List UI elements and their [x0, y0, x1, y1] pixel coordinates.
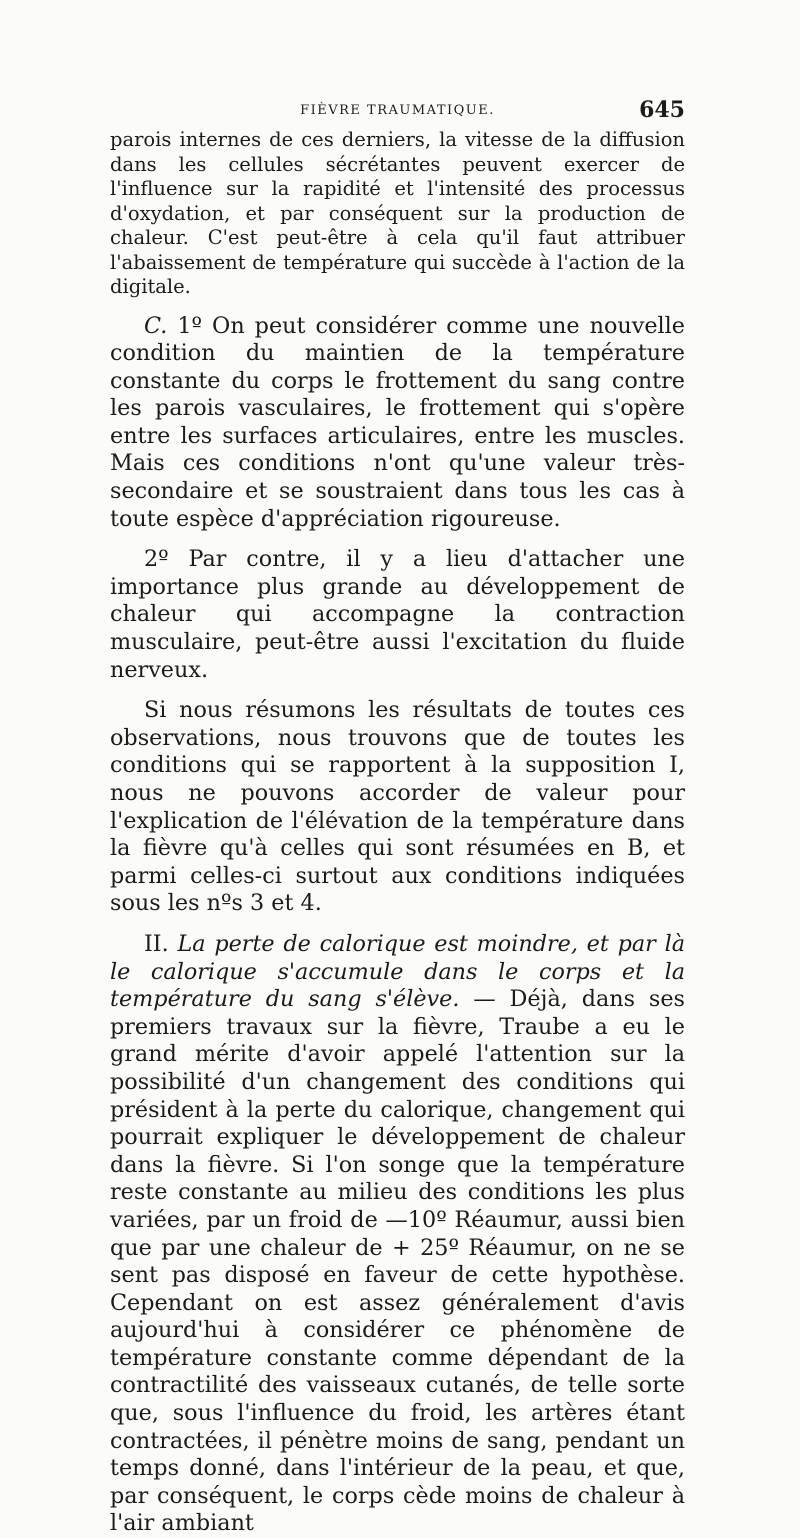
- section-heading: La perte de calorique est moindre, et par là le calorique s'accumule dans le corps et la température du sang s'élève.: [110, 930, 685, 1013]
- paragraph-text: 2º Par contre, il y a lieu d'attacher une importance plus grande au développement de chaleur qui accompagne la contraction musculaire, peut-être aussi l'excitation du fluide nerveux.: [110, 546, 685, 683]
- book-page: [110, 0, 686, 1537]
- paragraph-text: Si nous résumons les résultats de toutes ces observations, nous trouvons que de toutes les conditions qui se rapportent à la supposition I, nous ne pouvons accorder de valeur pour l'explication de l'élévation de la température dans la fièvre qu'à celles qui sont résumées en B, et parmi celles-ci surtout aux conditions indiquées sous les nºs 3 et 4.: [110, 697, 685, 917]
- body-text: [110, 128, 685, 1538]
- paragraph-text: parois internes de ces derniers, la vitesse de la diffusion dans les cellules sécrétantes peuvent exercer de l'influence sur la rapidité et l'intensité des processus d'oxydation, et par conséquent sur la production de chaleur. C'est peut-être à cela qu'il faut attribuer l'abaissement de température qui succède à l'action de la digitale.: [110, 128, 685, 298]
- paragraph-2: [110, 546, 685, 684]
- page-number: 645: [639, 97, 685, 123]
- page-header: [110, 97, 685, 125]
- paragraph-text: 1º On peut considérer comme une nouvelle condition du maintien de la température constante du corps le frottement du sang contre les parois vasculaires, le frottement qui s'opère entre les surfaces articulaires, entre les muscles. Mais ces conditions n'ont qu'une valeur très-secondaire et se soustraient dans tous les cas à toute espèce d'appréciation rigoureuse.: [110, 312, 686, 532]
- paragraph-continuation: [110, 128, 685, 300]
- section-label: II.: [144, 930, 169, 957]
- section-label: C.: [144, 312, 168, 339]
- running-title: FIÈVRE TRAUMATIQUE.: [300, 103, 495, 118]
- paragraph-text: — Déjà, dans ses premiers travaux sur la fièvre, Traube a eu le grand mérite d'avoir appelé l'attention sur la possibilité d'un changement des conditions qui président à la perte du calorique, changement qui pourrait expliquer le développement de chaleur dans la fièvre. Si l'on songe que la température reste constante au milieu des conditions les plus variées, par un froid de —10º Réaumur, aussi bien que par une chaleur de + 25º Réaumur, on ne se sent pas disposé en faveur de cette hypothèse. Cependant on est assez généralement d'avis aujourd'hui à considérer ce phénomène de température constante comme dépendant de la contractilité des vaisseaux cutanés, de telle sorte que, sous l'influence du froid, les artères étant contractées, il pénètre moins de sang, pendant un temps donné, dans l'intérieur de la peau, et que, par conséquent, le corps cède moins de chaleur à l'air ambiant: [110, 986, 685, 1537]
- paragraph-c: [110, 313, 685, 534]
- paragraph-summary: [110, 697, 685, 918]
- paragraph-ii: [110, 931, 685, 1538]
